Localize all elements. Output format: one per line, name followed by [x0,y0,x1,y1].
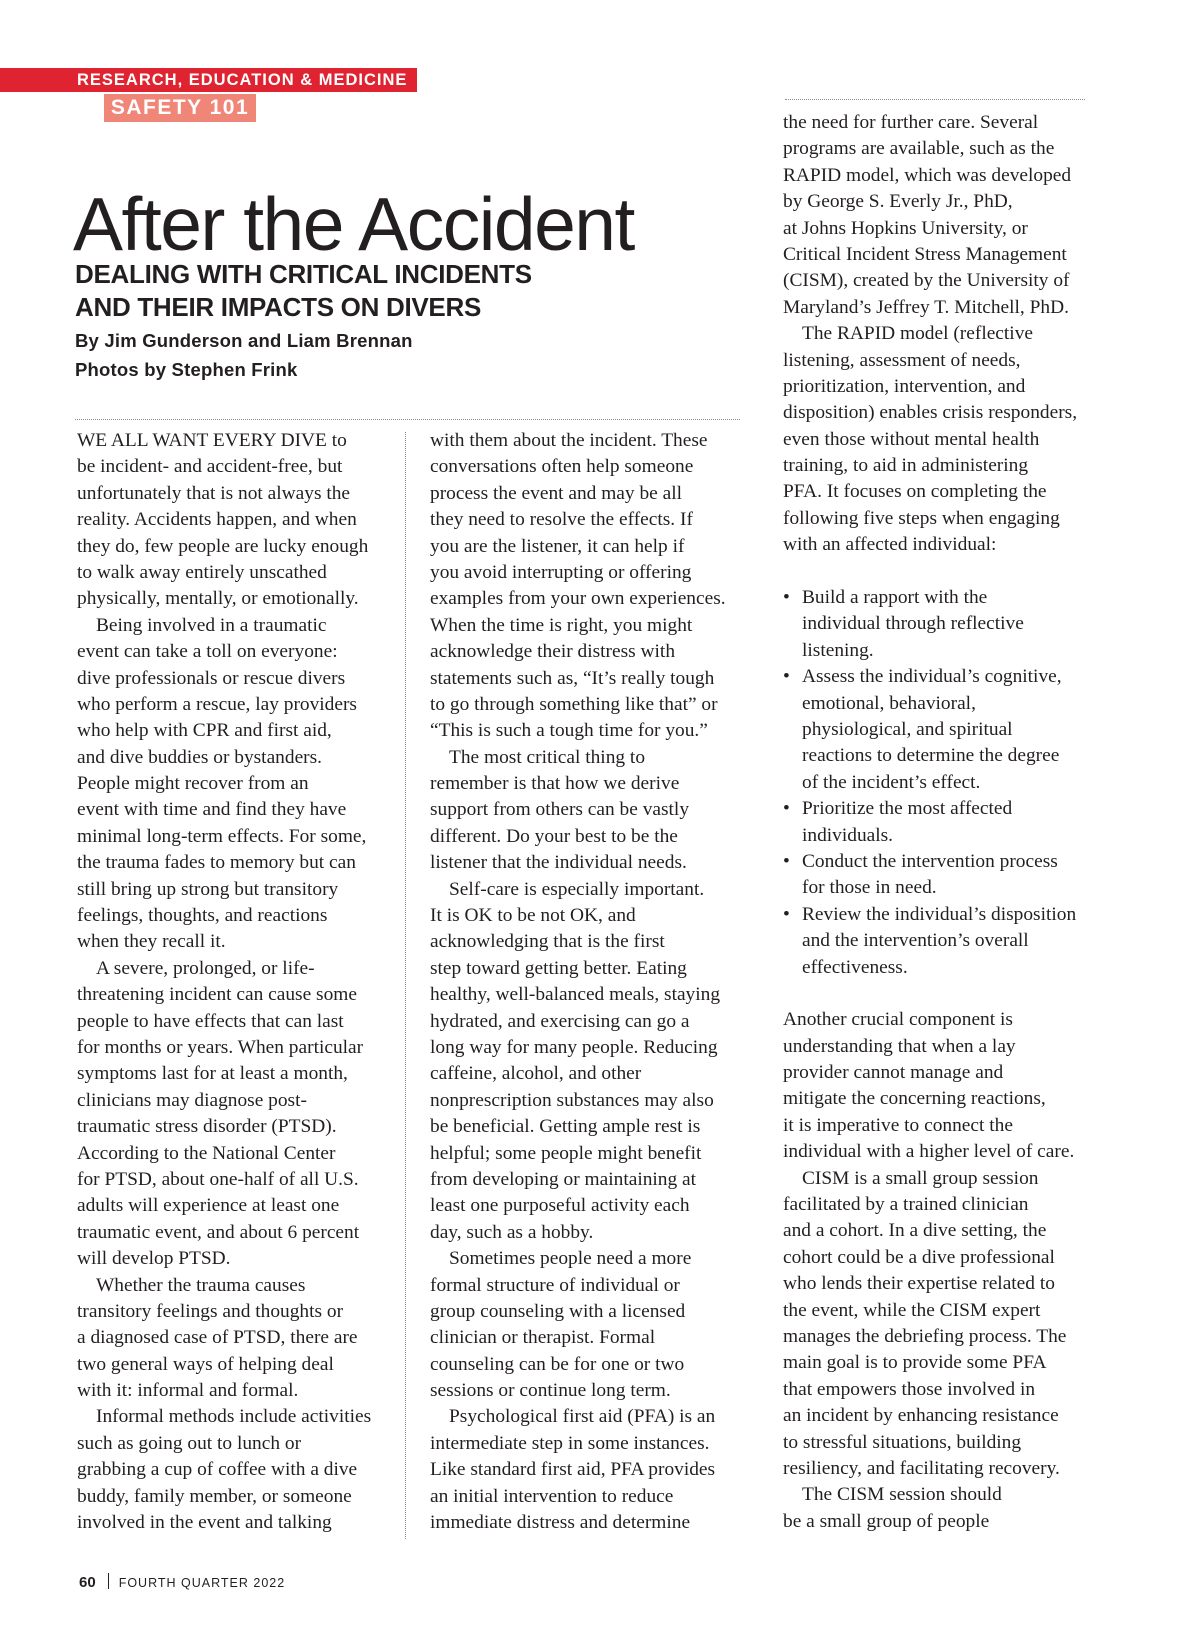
text-line: to walk away entirely unscathed [77,561,327,583]
text-line: and a cohort. In a dive setting, the [783,1220,1047,1242]
column-top-divider [785,99,1085,100]
series-label: SAFETY 101 [104,94,256,122]
text-line: The most critical thing to [449,746,646,768]
text-line: step toward getting better. Eating [430,957,687,979]
subtitle-line: DEALING WITH CRITICAL INCIDENTS [75,259,532,289]
text-line: the trauma fades to memory but can [77,852,356,874]
bullet-text: individual through reflective [802,613,1024,635]
text-line: day, such as a hobby. [430,1221,594,1243]
text-line: support from others can be vastly [430,799,690,821]
text-line: intermediate step in some instances. [430,1432,710,1454]
paragraph-gap [783,981,1077,1007]
bullet-text: Prioritize the most affected [802,798,1013,820]
text-line: be a small group of people [783,1510,990,1532]
bullet-text: Conduct the intervention process [802,850,1058,872]
text-line: clinician or therapist. Formal [430,1327,656,1349]
text-line: with them about the incident. These [430,430,708,451]
text-line: counseling can be for one or two [430,1353,685,1375]
text-line: helpful; some people might benefit [430,1142,702,1164]
text-line: conversations often help someone [430,456,694,478]
text-line: remember is that how we derive [430,773,680,795]
text-line: Self-care is especially important. [449,878,705,900]
text-line: with it: informal and formal. [77,1380,299,1402]
text-line: process the event and may be all [430,482,682,504]
text-line: dive professionals or rescue divers [77,667,346,689]
text-line: reality. Accidents happen, and when [77,509,357,531]
text-line: grabbing a cup of coffee with a dive [77,1459,358,1481]
text-line: who lends their expertise related to [783,1273,1055,1295]
text-line: when they recall it. [77,931,226,953]
text-line: involved in the event and talking [77,1512,332,1534]
page-number: 60 [79,1574,96,1591]
text-line: different. Do your best to be the [430,825,678,847]
text-line: such as going out to lunch or [77,1432,302,1454]
text-line: formal structure of individual or [430,1274,680,1296]
text-line: be beneficial. Getting ample rest is [430,1116,701,1138]
text-line: event with time and find they have [77,799,347,821]
text-line: adults will experience at least one [77,1195,340,1217]
text-line: to go through something like that” or [430,693,718,715]
text-line: understanding that when a lay [783,1035,1016,1057]
text-line: (CISM), created by the University of [783,270,1070,292]
bullet-text: effectiveness. [802,956,908,978]
article-column-1 [77,428,371,1536]
text-line: it is imperative to connect the [783,1114,1013,1136]
text-line: Whether the trauma causes [96,1274,306,1296]
text-line: traumatic stress disorder (PTSD). [77,1116,337,1138]
text-line: for PTSD, about one-half of all U.S. [77,1168,359,1190]
bullet-item [783,902,1077,928]
text-line: transitory feelings and thoughts or [77,1300,344,1322]
text-line: WE ALL WANT EVERY DIVE to [77,430,347,451]
text-line: mitigate the concerning reactions, [783,1088,1046,1110]
text-line: the event, while the CISM expert [783,1299,1041,1321]
text-line: be incident- and accident-free, but [77,456,343,478]
text-line: A severe, prolonged, or life- [96,957,315,979]
text-line: event can take a toll on everyone: [77,641,338,663]
bullet-continuation [783,691,1077,717]
text-line: Maryland’s Jeffrey T. Mitchell, PhD. [783,296,1069,318]
paragraph-gap [783,559,1077,585]
text-line: It is OK to be not OK, and [430,905,636,927]
bullet-continuation [783,611,1077,637]
bullet-text: reactions to determine the degree [802,745,1060,767]
bullet-continuation [783,928,1077,954]
text-line: listening, assessment of needs, [783,349,1021,371]
text-line: PFA. It focuses on completing the [783,481,1047,503]
text-line: the need for further care. Several [783,112,1039,133]
bullet-icon: • [783,850,790,872]
byline [75,326,413,384]
text-line: Psychological first aid (PFA) is an [449,1406,716,1428]
bullet-item [783,664,1077,690]
text-line: still bring up strong but transitory [77,878,339,900]
bullet-text: for those in need. [802,877,937,899]
bullet-continuation [783,770,1077,796]
text-line: traumatic event, and about 6 percent [77,1221,360,1243]
bullet-text: listening. [802,639,874,661]
text-line: Another crucial component is [783,1009,1013,1031]
text-line: When the time is right, you might [430,614,693,636]
article-subtitle [75,258,532,324]
text-line: even those without mental health [783,428,1040,450]
text-line: examples from your own experiences. [430,588,726,610]
text-line: Informal methods include activities [96,1406,372,1428]
text-line: by George S. Everly Jr., PhD, [783,191,1013,213]
bullet-item [783,585,1077,611]
text-line: manages the debriefing process. The [783,1325,1067,1347]
text-line: disposition) enables crisis responders, [783,402,1078,424]
text-line: CISM is a small group session [802,1167,1039,1189]
bullet-continuation [783,955,1077,981]
text-line: programs are available, such as the [783,138,1055,160]
bullet-continuation [783,875,1077,901]
article-title: After the Accident [73,182,634,266]
text-line: who help with CPR and first aid, [77,720,332,742]
bullet-icon: • [783,666,790,688]
issue-label: FOURTH QUARTER 2022 [118,1576,286,1590]
text-line: resiliency, and facilitating recovery. [783,1457,1060,1479]
text-line: main goal is to provide some PFA [783,1352,1047,1374]
text-line: “This is such a tough time for you.” [430,720,708,742]
text-line: According to the National Center [77,1142,336,1164]
text-line: unfortunately that is not always the [77,482,351,504]
text-line: at Johns Hopkins University, or [783,217,1028,239]
text-line: physically, mentally, or emotionally. [77,588,359,610]
bullet-text: Assess the individual’s cognitive, [802,666,1062,688]
bullet-item [783,849,1077,875]
text-line: with an affected individual: [783,534,997,556]
section-label: RESEARCH, EDUCATION & MEDICINE [0,68,417,92]
bullet-item [783,796,1077,822]
text-line: statements such as, “It’s really tough [430,667,715,689]
text-line: an incident by enhancing resistance [783,1405,1059,1427]
photo-credit: Photos by Stephen Frink [75,359,298,380]
text-line: facilitated by a trained clinician [783,1194,1029,1216]
text-line: you are the listener, it can help if [430,535,685,557]
bullet-text: individuals. [802,824,894,846]
text-line: Critical Incident Stress Management [783,243,1067,265]
bullet-text: emotional, behavioral, [802,692,976,714]
text-line: you avoid interrupting or offering [430,561,692,583]
text-line: will develop PTSD. [77,1248,231,1270]
text-line: symptoms last for at least a month, [77,1063,348,1085]
text-line: who perform a rescue, lay providers [77,693,357,715]
article-column-3 [783,110,1077,1535]
text-line: for months or years. When particular [77,1036,364,1058]
text-line: group counseling with a licensed [430,1300,686,1322]
footer-separator [108,1573,109,1589]
text-line: following five steps when engaging [783,507,1060,529]
text-line: an initial intervention to reduce [430,1485,674,1507]
text-line: they need to resolve the effects. If [430,509,693,531]
text-line: People might recover from an [77,773,309,795]
text-line: sessions or continue long term. [430,1380,671,1402]
text-line: to stressful situations, building [783,1431,1022,1453]
page-footer [79,1573,285,1592]
text-line: training, to aid in administering [783,455,1029,477]
text-line: prioritization, intervention, and [783,375,1026,397]
text-line: caffeine, alcohol, and other [430,1063,642,1085]
text-line: nonprescription substances may also [430,1089,714,1111]
bullet-icon: • [783,798,790,820]
author-credit: By Jim Gunderson and Liam Brennan [75,330,413,351]
bullet-continuation [783,823,1077,849]
text-line: people to have effects that can last [77,1010,344,1032]
text-line: from developing or maintaining at [430,1168,697,1190]
text-line: hydrated, and exercising can go a [430,1010,690,1032]
text-line: buddy, family member, or someone [77,1485,352,1507]
text-line: listener that the individual needs. [430,852,687,874]
text-line: Sometimes people need a more [449,1248,692,1270]
bullet-text: Review the individual’s disposition [802,903,1077,925]
bullet-icon: • [783,903,790,925]
bullet-icon: • [783,587,790,609]
text-line: acknowledging that is the first [430,931,665,953]
text-line: long way for many people. Reducing [430,1036,718,1058]
text-line: clinicians may diagnose post- [77,1089,307,1111]
bullet-text: physiological, and spiritual [802,718,1013,740]
bullet-continuation [783,717,1077,743]
text-line: Being involved in a traumatic [96,614,327,636]
subtitle-line: AND THEIR IMPACTS ON DIVERS [75,292,481,322]
bullet-text: Build a rapport with the [802,587,988,609]
bullet-continuation [783,743,1077,769]
text-line: RAPID model, which was developed [783,164,1072,186]
text-line: a diagnosed case of PTSD, there are [77,1327,358,1349]
text-line: two general ways of helping deal [77,1353,334,1375]
bullet-text: and the intervention’s overall [802,930,1029,952]
text-line: least one purposeful activity each [430,1195,690,1217]
text-line: healthy, well-balanced meals, staying [430,984,721,1006]
text-line: that empowers those involved in [783,1378,1036,1400]
text-line: threatening incident can cause some [77,984,357,1006]
text-line: they do, few people are lucky enough [77,535,369,557]
text-line: and dive buddies or bystanders. [77,746,323,768]
column-divider [405,432,406,1539]
text-line: provider cannot manage and [783,1062,1004,1084]
article-column-2 [430,428,726,1536]
text-line: minimal long-term effects. For some, [77,825,367,847]
text-line: The CISM session should [802,1484,1002,1506]
text-line: feelings, thoughts, and reactions [77,905,328,927]
text-line: Like standard first aid, PFA provides [430,1459,716,1481]
text-line: The RAPID model (reflective [802,323,1033,345]
text-line: immediate distress and determine [430,1512,691,1534]
text-line: acknowledge their distress with [430,641,676,663]
text-line: cohort could be a dive professional [783,1246,1055,1268]
bullet-continuation [783,638,1077,664]
bullet-text: of the incident’s effect. [802,771,981,793]
header-divider [75,419,740,420]
text-line: individual with a higher level of care. [783,1141,1075,1163]
